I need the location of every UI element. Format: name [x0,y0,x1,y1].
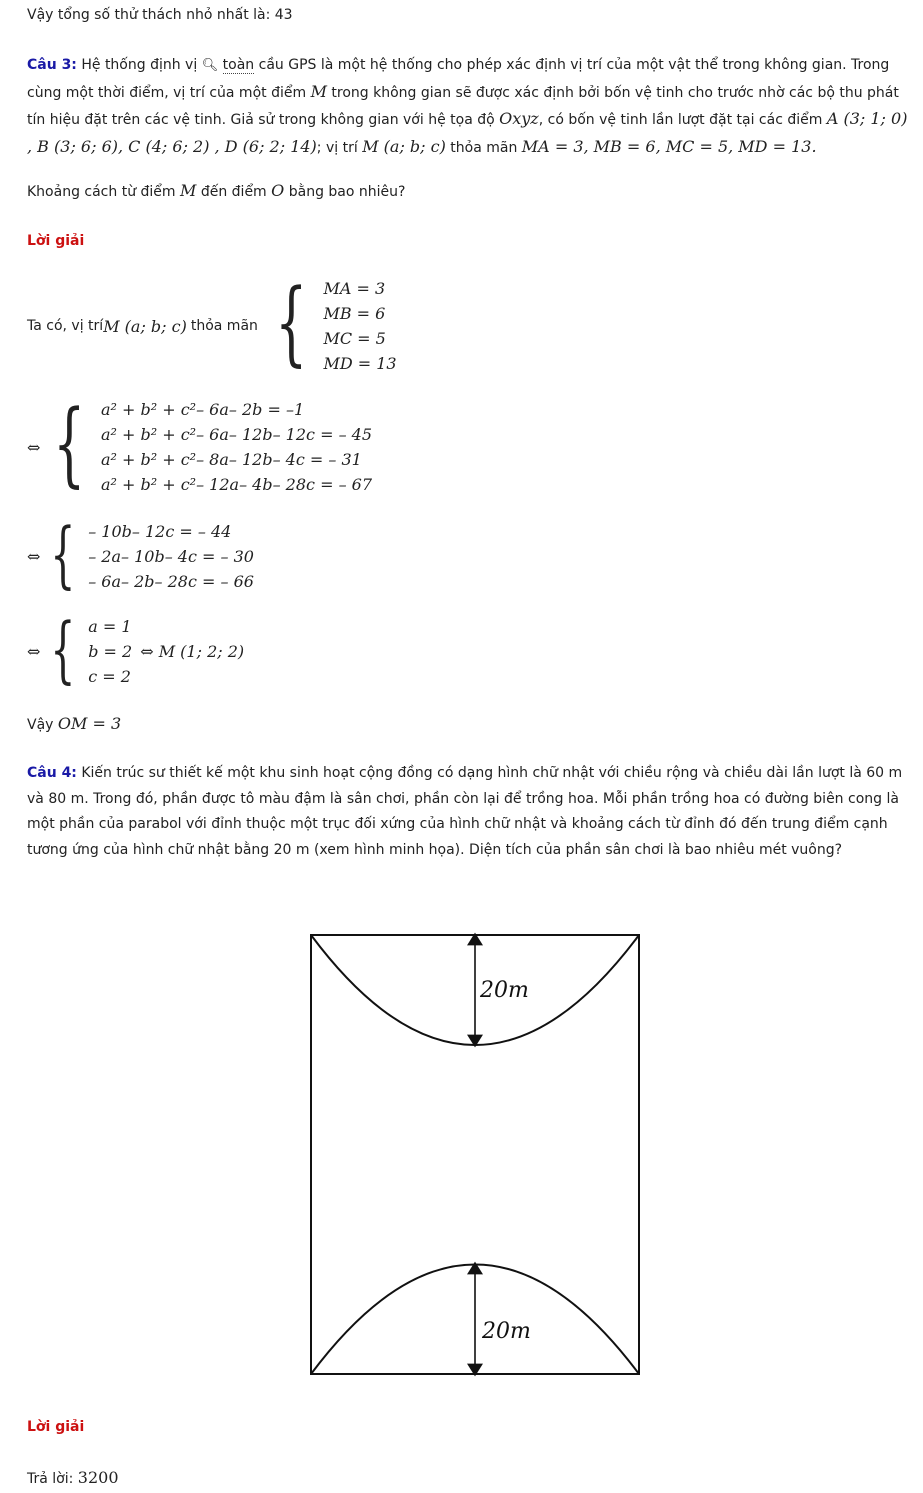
solution-label-1: Lời giải [27,233,85,249]
sol3-lead-m: M (a; b; c) [103,316,187,336]
system-4-lines [88,614,132,689]
sys4-result: ⇔ M (1; 2; 2) [140,642,245,661]
q3-m-position: M (a; b; c) [362,136,446,156]
sol3-lead-a: Ta có, vị trí [27,318,104,334]
sys2-line: a² + b² + c²– 6a– 2b = –1 [100,400,305,419]
q3-ask-o: O [271,181,285,200]
sys4-line: a = 1 [88,617,132,636]
q3-point-m: M [310,81,327,101]
system-2 [27,390,373,497]
q3-ask-c: bằng bao nhiêu? [284,184,406,200]
question-4-text: Kiến trúc sư thiết kế một khu sinh hoạt cộng đồng có dạng hình chữ nhật với chiều rộng và chiều dài lần lượt là 60 m và 80 m. Trong đó, phần được tô màu đậm là sân chơi, phần còn lại để trồng hoa. Mỗi phần trồng hoa có đường biên cong là một phần của parabol với đỉnh thuộc một trục đối xứng của hình chữ nhật và khoảng cách từ đỉnh đó đến trung điểm cạnh tương ứng của hình chữ nhật bằng 20 m (xem hình minh họa). Diện tích của phần sân chơi là bao nhiêu mét vuông? [27,765,903,858]
question-4 [27,761,911,863]
solution-label-2: Lời giải [27,1419,85,1435]
q3-text-a: Hệ thống định vị [76,57,202,73]
q3-points: A (3; 1; 0) , B (3; 6; 6), C (4; 6; 2) , D (6; 2; 14) [27,109,908,156]
magnifier-icon[interactable]: 🔍︎ [201,58,219,73]
playground-figure [300,925,650,1385]
sys1-line: MC = 5 [323,329,386,348]
top-dimension-label: 20m [480,978,529,1003]
sys4-line: b = 2 [88,642,133,661]
intro-line [27,3,911,29]
question-3-label: Câu 3: [27,57,77,73]
system-4 [27,607,245,691]
question-4-label: Câu 4: [27,765,77,781]
system-3 [27,512,254,596]
conclusion-math: OM = 3 [57,714,122,733]
q3-ask-b: đến điểm [196,184,272,200]
sys2-line: a² + b² + c²– 12a– 4b– 28c = – 67 [100,475,373,494]
system-1 [27,269,397,376]
system-1-lines [323,276,396,376]
answer-value: 3200 [77,1468,119,1487]
glossary-link[interactable]: toàn [222,57,255,73]
sys2-line: a² + b² + c²– 6a– 12b– 12c = – 45 [100,425,373,444]
equiv-symbol: ⇔ [27,547,41,566]
sys3-line: – 6a– 2b– 28c = – 66 [88,572,254,591]
q3-conditions: MA = 3, MB = 6, MC = 5, MD = 13. [521,136,817,156]
bottom-dimension-label: 20m [482,1319,531,1344]
sys2-line: a² + b² + c²– 8a– 12b– 4c = – 31 [100,450,362,469]
q3-ask-a: Khoảng cách từ điểm [27,184,180,200]
equiv-symbol: ⇔ [27,642,41,661]
q3-text-d: , có bốn vệ tinh lần lượt đặt tại các điểm [538,112,827,128]
intro-text: Vậy tổng số thử thách nhỏ nhất là: 43 [27,7,293,23]
answer-label: Trả lời: [27,1471,78,1487]
sys1-line: MA = 3 [323,279,386,298]
conclusion-line [27,711,911,739]
q3-text-b: cầu GPS là một hệ thống cho phép xác định vị trí của một vật thể trong không gian. Trong cùng một thời điểm, vị trí của một điểm [27,57,890,101]
q3-text-f: thỏa mãn [445,139,522,156]
question-3-ask [27,178,911,206]
brace-3: { [50,512,76,596]
brace-1: { [275,269,308,376]
question-3 [27,53,911,161]
sys3-line: – 2a– 10b– 4c = – 30 [88,547,254,566]
q3-ask-m: M [180,181,197,200]
q3-oxyz: Oxyz [499,109,539,128]
system-2-lines [101,397,372,497]
equiv-symbol: ⇔ [27,437,41,457]
sys1-line: MD = 13 [323,354,397,373]
q3-text-e: ; vị trí [316,139,363,156]
conclusion-prefix: Vậy [27,717,58,733]
answer-line [27,1465,911,1493]
brace-2: { [53,390,86,497]
system-3-lines [88,519,254,594]
sol3-lead-b: thỏa mãn [190,318,258,334]
q3-text-c: trong không gian sẽ được xác định bởi bốn vệ tinh cho trước nhờ các bộ thu phát tín hiệu đặt trên các vệ tinh. Giả sử trong không gian với hệ tọa độ [27,84,899,128]
sys3-line: – 10b– 12c = – 44 [88,522,232,541]
brace-4: { [50,607,76,691]
sys1-line: MB = 6 [323,304,386,323]
sys4-line: c = 2 [88,667,131,686]
